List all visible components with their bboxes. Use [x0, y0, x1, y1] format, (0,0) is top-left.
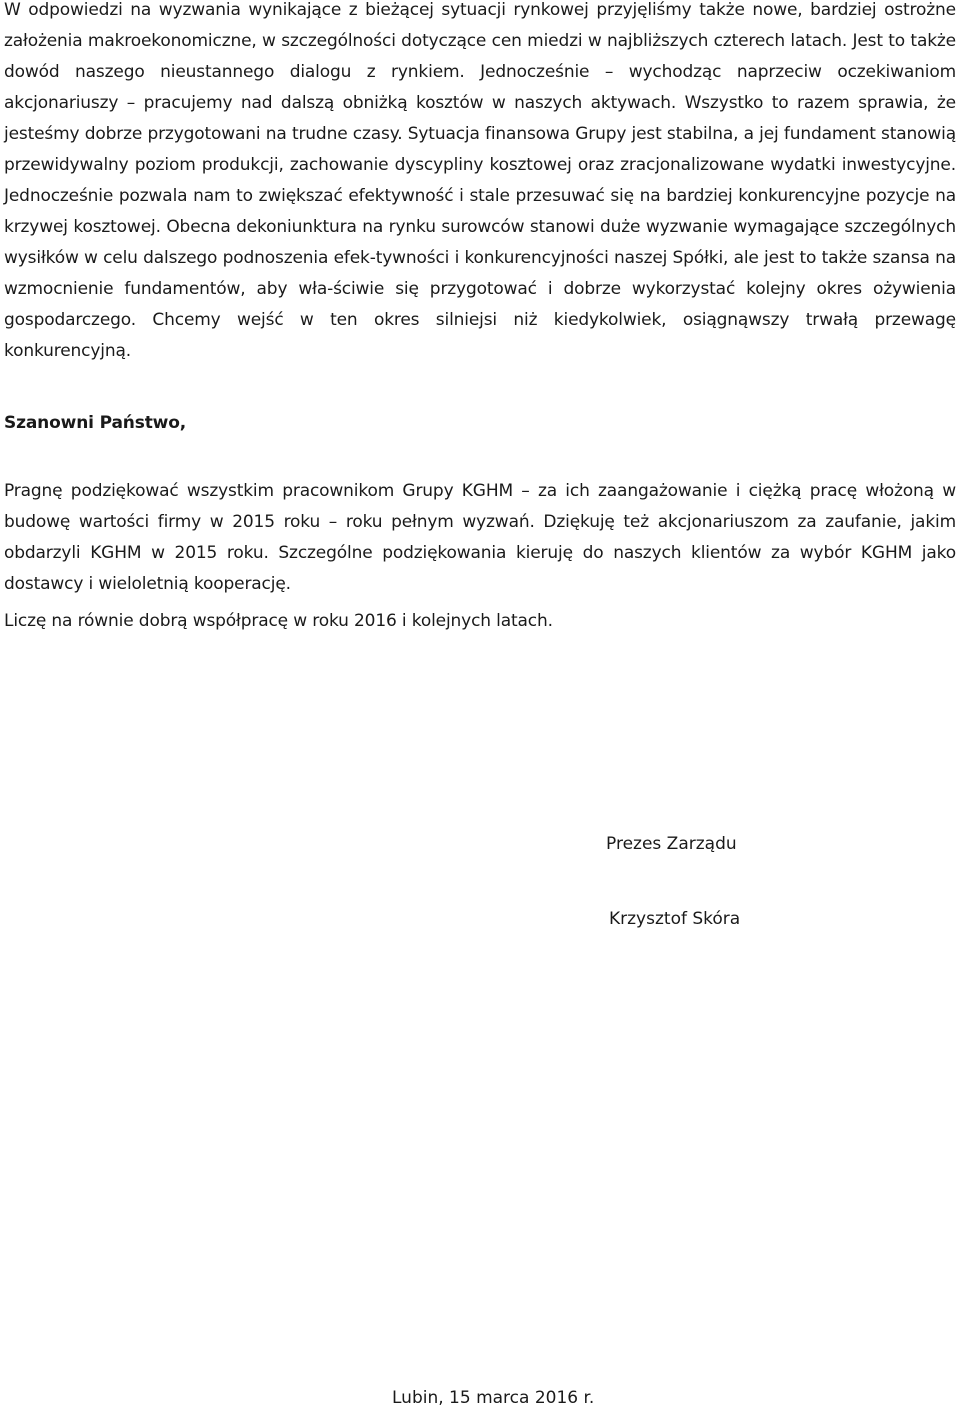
- body-paragraph-market-outlook: W odpowiedzi na wyzwania wynikające z bieżącej sytuacji rynkowej przyjęliśmy także nowe, bardziej ostrożne założenia makroekonomiczne, w szczególności dotyczące cen miedzi w najbliższych czterech latach. Jest to także dowód naszego nieustannego dialogu z rynkiem. Jednocześnie – wychodząc naprzeciw oczekiwaniom akcjonariuszy – pracujemy nad dalszą obniżką kosztów w naszych aktywach. Wszystko to razem sprawia, że jesteśmy dobrze przygotowani na trudne czasy. Sytuacja finansowa Grupy jest stabilna, a jej fundament stanowią przewidywalny poziom produkcji, zachowanie dyscypliny kosztowej oraz zracjonalizowane wydatki inwestycyjne. Jednocześnie pozwala nam to zwiększać efektywność i stale przesuwać się na bardziej konkurencyjne pozycje na krzywej kosztowej. Obecna dekoniunktura na rynku surowców stanowi duże wyzwanie wymagające szczególnych wysiłków w celu dalszego podnoszenia efek-tywności i konkurencyjności naszej Spółki, ale jest to także szansa na wzmocnienie fundamentów, aby wła-ściwie się przygotować i dobrze wykorzystać kolejny okres ożywienia gospodarczego. Chcemy wejść w ten okres silniejsi niż kiedykolwiek, osiągnąwszy trwałą przewagę konkurencyjną.: [4, 0, 956, 361]
- body-paragraph-thanks: Pragnę podziękować wszystkim pracownikom Grupy KGHM – za ich zaangażowanie i ciężką pracę włożoną w budowę wartości firmy w 2015 roku – roku pełnym wyzwań. Dziękuję też akcjonariuszom za zaufanie, jakim obdarzyli KGHM w 2015 roku. Szczególne podziękowania kieruję do naszych klientów za wybór KGHM jako dostawcy i wieloletnią kooperację.: [4, 481, 956, 594]
- body-paragraph-closing: Liczę na równie dobrą współpracę w roku 2016 i kolejnych latach.: [4, 611, 553, 631]
- salutation: Szanowni Państwo,: [4, 413, 187, 433]
- signature-title: Prezes Zarządu: [606, 834, 737, 854]
- place-and-date: Lubin, 15 marca 2016 r.: [392, 1388, 595, 1408]
- signature-name: Krzysztof Skóra: [609, 909, 741, 929]
